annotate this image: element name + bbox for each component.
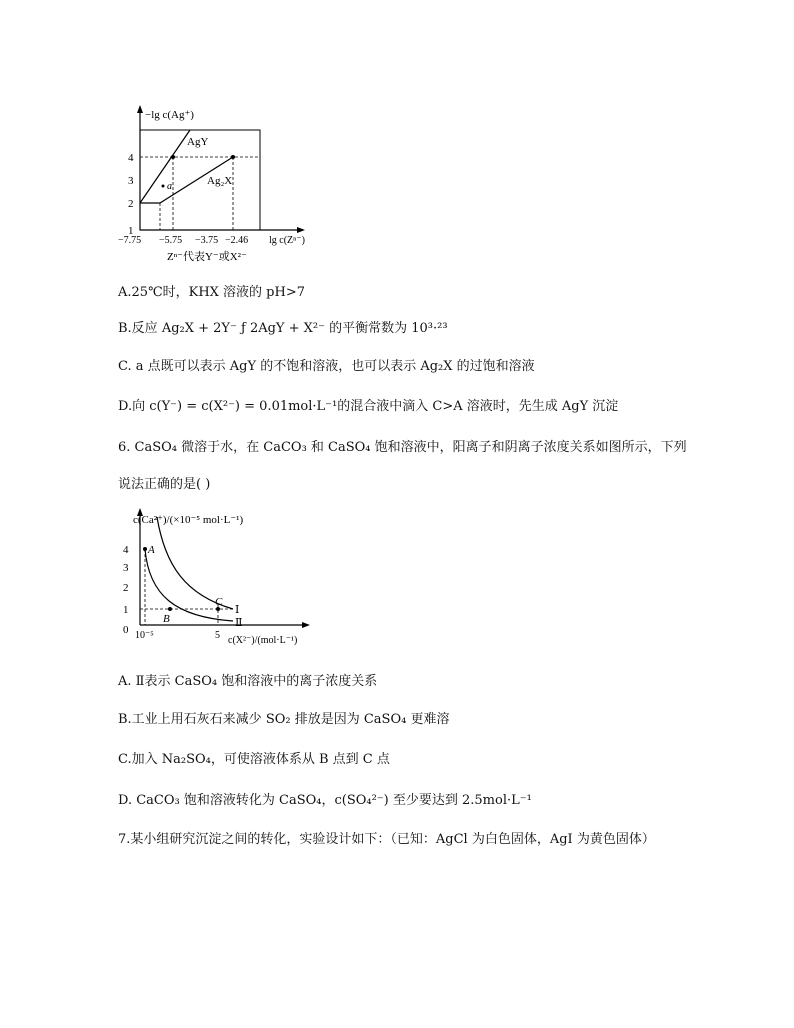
fig1-xtick-3: −3.75 [195, 235, 219, 246]
fig2-ytick-1: 1 [123, 604, 129, 616]
q5-option-c: C. a 点既可以表示 AgY 的不饱和溶液，也可以表示 Ag₂X 的过饱和溶液 [118, 359, 535, 374]
fig2-ytick-0: 0 [123, 624, 129, 636]
q6-option-b: B.工业上用石灰石来减少 SO₂ 排放是因为 CaSO₄ 更难溶 [118, 712, 450, 727]
q7-stem: 7.某小组研究沉淀之间的转化，实验设计如下：（已知：AgCl 为白色固体，AgI 为黄色固体） [118, 832, 655, 847]
agy-line [140, 130, 190, 203]
fig2-ytick-2: 2 [123, 582, 129, 594]
fig1-xtick-2: −5.75 [159, 235, 183, 246]
fig2-xlabel: c(X²⁻)/(mol·L⁻¹) [228, 635, 298, 646]
q6-option-c: C.加入 Na₂SO₄，可使溶液体系从 B 点到 C 点 [118, 752, 390, 767]
q5-option-b: B.反应 Ag₂X + 2Y⁻ ƒ 2AgY + X²⁻ 的平衡常数为 10³·²³ [118, 321, 448, 336]
fig2-ytick-4: 4 [123, 544, 129, 556]
fig1-ytick-1: 1 [128, 225, 134, 237]
q6-stem-line1: 6. CaSO₄ 微溶于水，在 CaCO₃ 和 CaSO₄ 饱和溶液中，阳离子和阴离子浓度关系如图所示，下列 [118, 440, 687, 455]
fig2-xtick-1: 10⁻⁵ [135, 630, 154, 641]
fig1-ylabel: −lg c(Ag⁺) [145, 109, 194, 121]
fig2-point-a: A [148, 544, 155, 556]
fig1-xtick-1: −7.75 [118, 235, 142, 246]
figure-1-graph [115, 100, 325, 270]
fig1-xtick-4: −2.46 [225, 235, 249, 246]
q5-option-d: D.向 c(Y⁻) = c(X²⁻) = 0.01mol·L⁻¹的混合液中滴入 C>A 溶液时，先生成 AgY 沉淀 [118, 399, 619, 414]
fig1-label-a: a [167, 181, 172, 192]
figure-2-graph [115, 505, 330, 655]
fig2-curve-I-label: Ⅰ [235, 604, 240, 616]
fig1-label-ag2x: Ag₂X [207, 175, 233, 187]
q6-stem-line2: 说法正确的是( ) [118, 477, 211, 492]
q5-option-a: A.25℃时，KHX 溶液的 pH>7 [118, 285, 305, 300]
fig1-xlabel: lg c(Zⁿ⁻) [269, 235, 305, 246]
fig2-ylabel: c(Ca²⁺)/(×10⁻⁵ mol·L⁻¹) [133, 514, 244, 526]
fig2-point-c: C [215, 596, 223, 608]
fig1-ytick-3: 3 [128, 175, 134, 187]
q6-option-d: D. CaCO₃ 饱和溶液转化为 CaSO₄，c(SO₄²⁻) 至少要达到 2.5mol·L⁻¹ [118, 793, 532, 808]
fig1-ytick-4: 4 [128, 152, 134, 164]
fig2-curve-II-label: Ⅱ [235, 617, 243, 629]
fig2-ytick-3: 3 [123, 562, 129, 574]
fig1-caption: Zⁿ⁻代表Y⁻或X²⁻ [167, 251, 247, 263]
fig2-xtick-2: 5 [215, 630, 220, 641]
fig2-point-b: B [163, 613, 170, 625]
q6-option-a: A. Ⅱ表示 CaSO₄ 饱和溶液中的离子浓度关系 [118, 674, 378, 689]
fig1-ytick-2: 2 [128, 198, 134, 210]
fig1-label-agy: AgY [187, 136, 209, 148]
